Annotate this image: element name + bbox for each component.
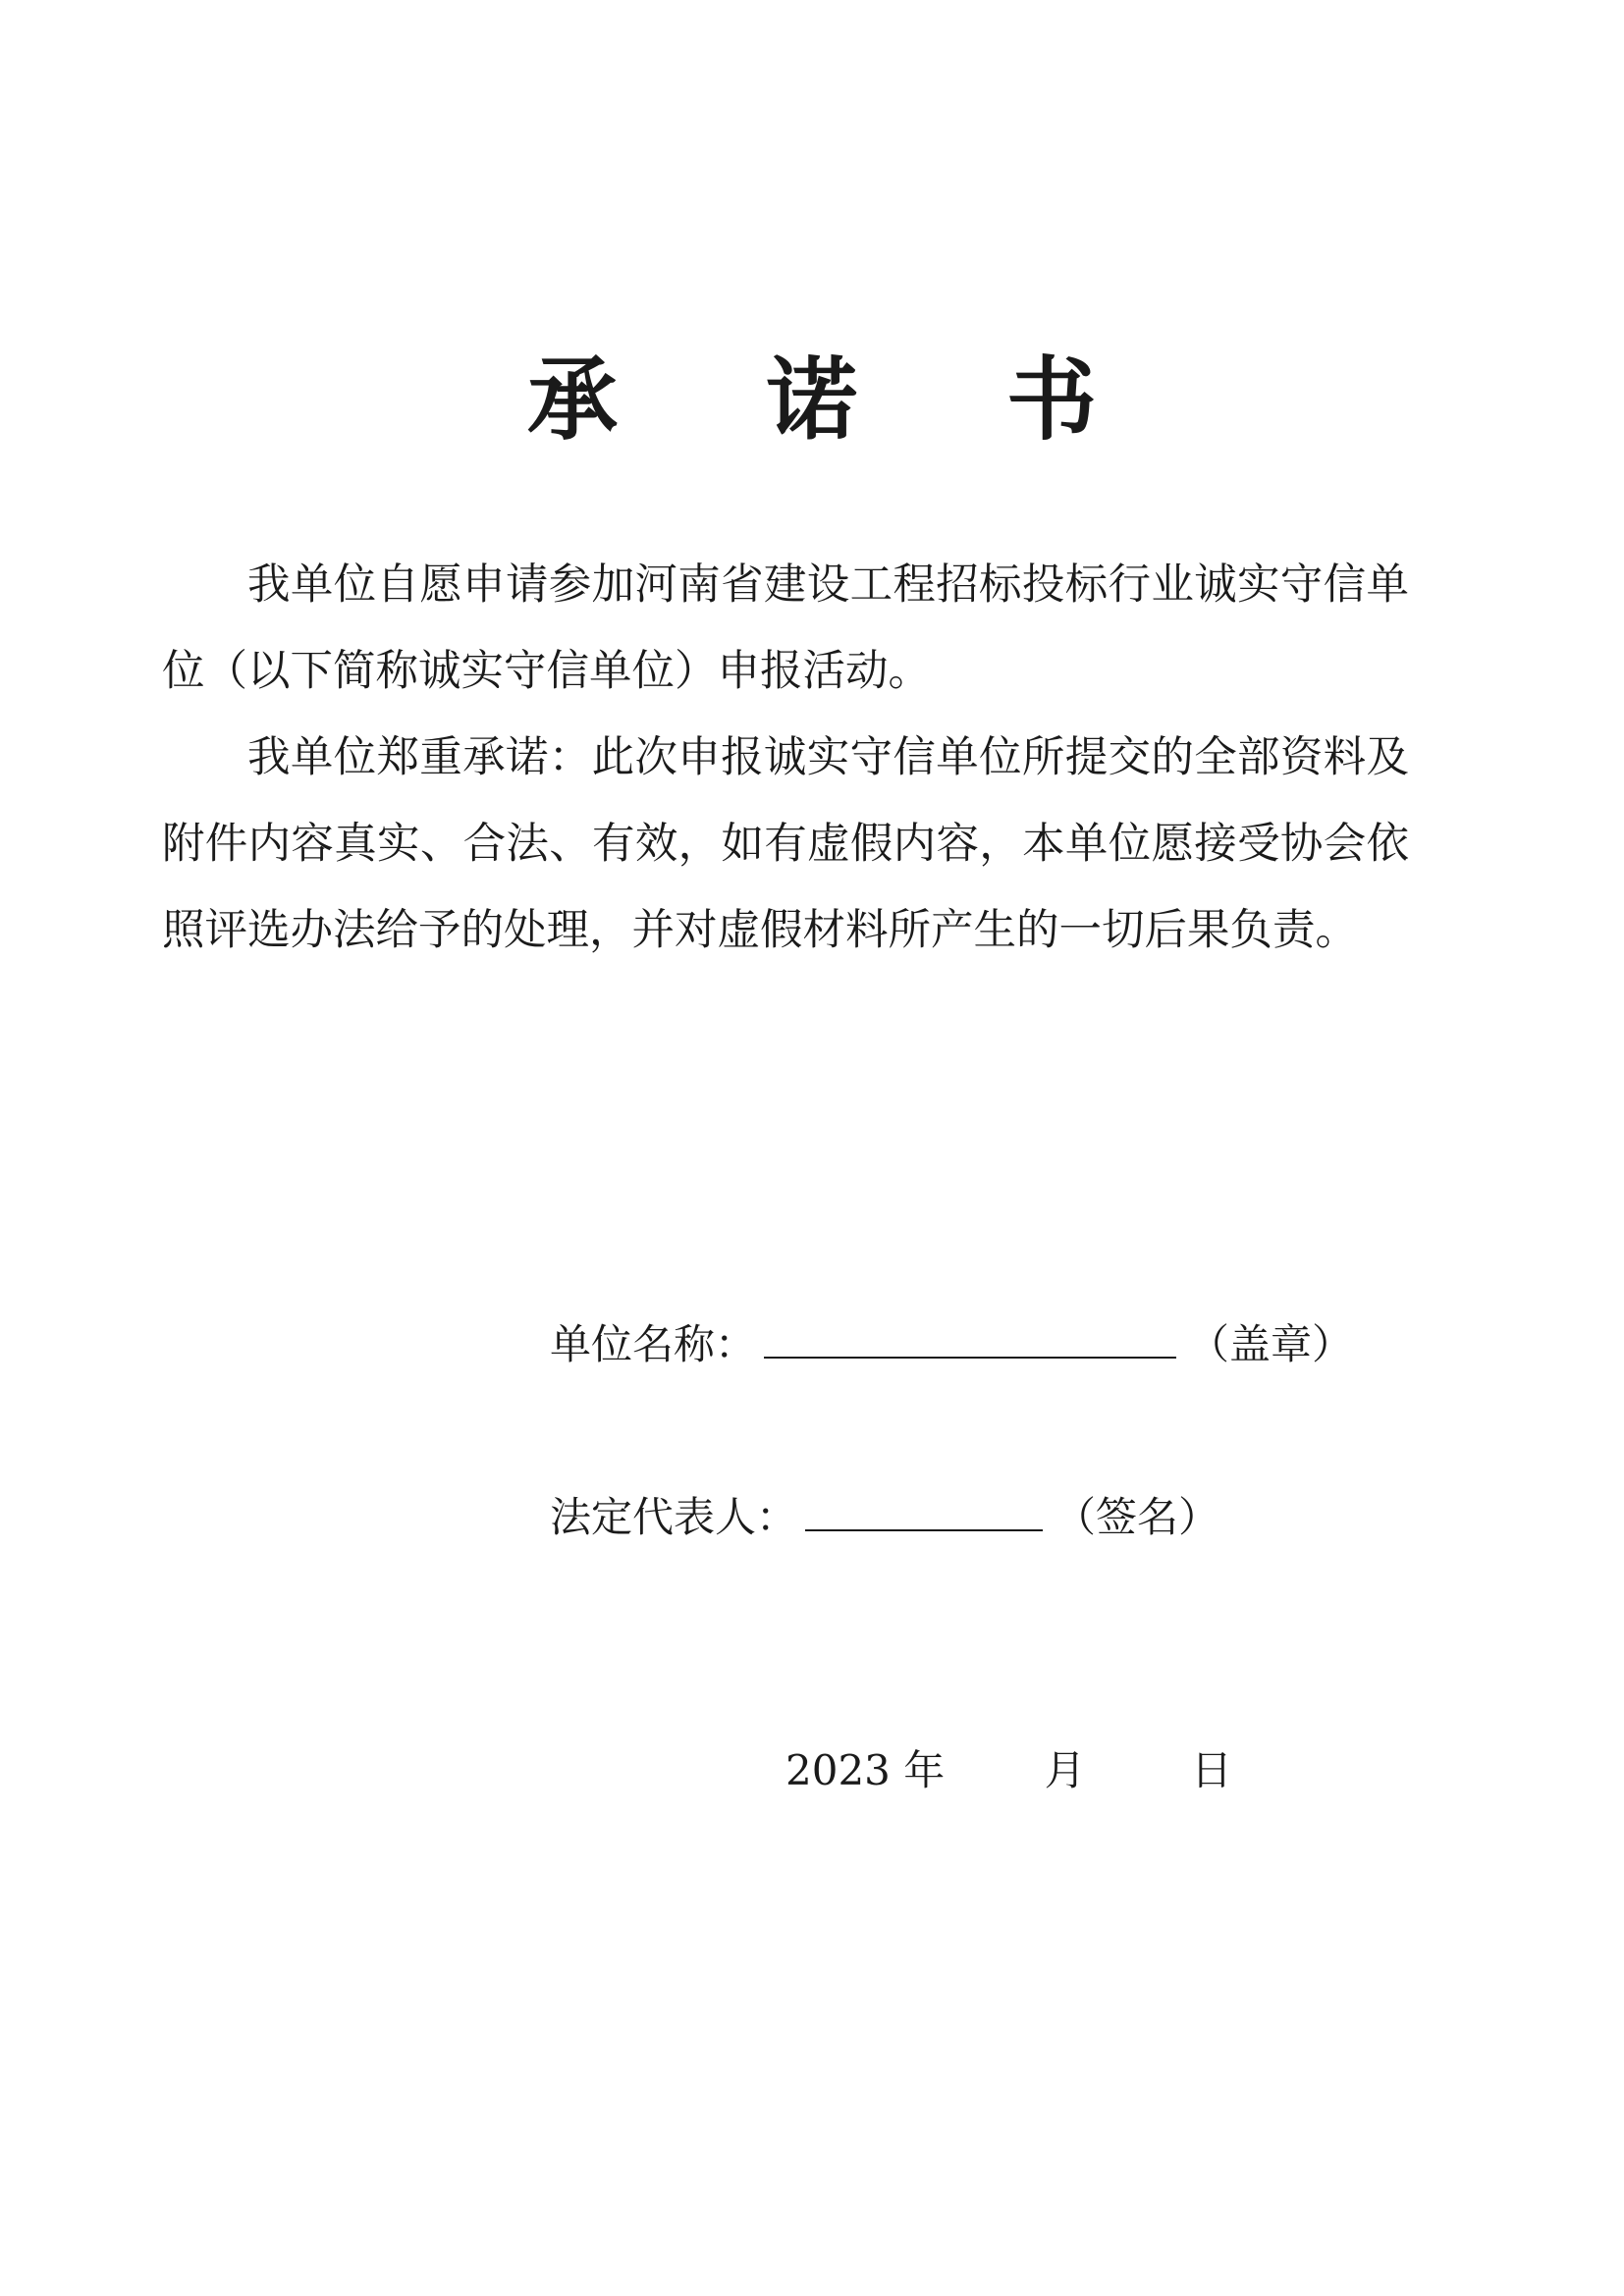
date-day-label: 日 xyxy=(1191,1746,1233,1794)
legal-rep-row xyxy=(550,1486,1219,1547)
seal-note: （盖章） xyxy=(1188,1320,1354,1368)
document-body xyxy=(162,542,1409,974)
paragraph-application: 我单位自愿申请参加河南省建设工程招标投标行业诚实守信单位（以下简称诚实守信单位）申报活动。 xyxy=(162,561,1409,696)
date-row xyxy=(785,1741,1232,1800)
unit-name-field[interactable] xyxy=(764,1313,1176,1359)
signature-note: （签名） xyxy=(1055,1493,1220,1541)
unit-name-row xyxy=(550,1313,1353,1374)
paragraph-commitment: 我单位郑重承诺：此次申报诚实守信单位所提交的全部资料及附件内容真实、合法、有效，如有虚假内容，本单位愿接受协会依照评选办法给予的处理，并对虚假材料所产生的一切后果负责。 xyxy=(162,733,1409,955)
date-year-label: 年 xyxy=(903,1746,946,1794)
legal-rep-field[interactable] xyxy=(805,1486,1043,1531)
date-year: 2023 xyxy=(785,1746,891,1794)
unit-name-label: 单位名称： xyxy=(550,1320,757,1368)
legal-rep-label: 法定代表人： xyxy=(550,1493,798,1541)
document-title: 承 诺 书 xyxy=(526,347,1157,453)
date-month-label: 月 xyxy=(1044,1746,1086,1794)
